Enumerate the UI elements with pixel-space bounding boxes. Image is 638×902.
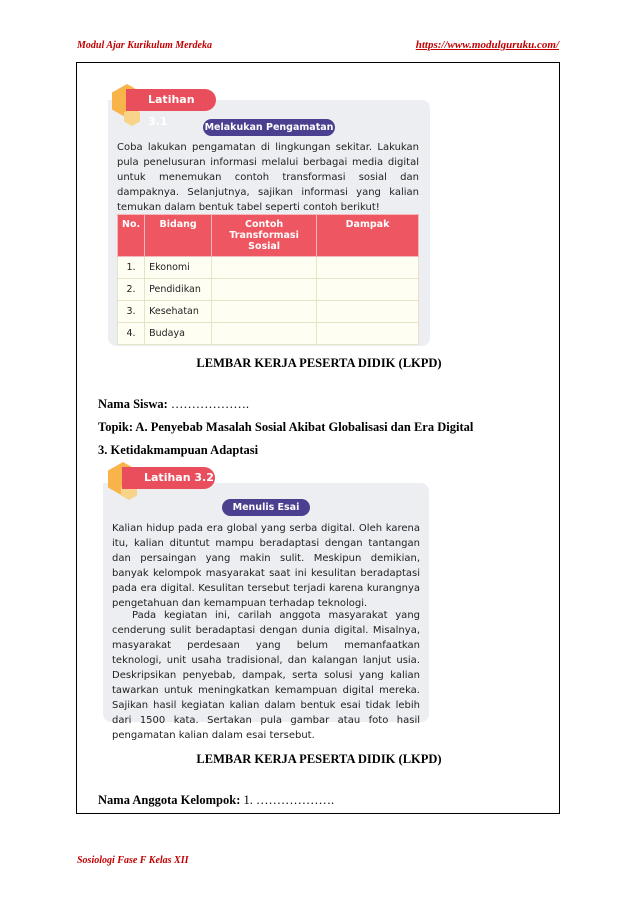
table-row (118, 257, 419, 279)
table-row (118, 323, 419, 345)
row-number: 1. (118, 257, 145, 279)
instruction-paragraph: Coba lakukan pengamatan di lingkungan sekitar. Lakukan pula penelusuran informasi melalui berbagai media digital untuk menemukan contoh transformasi sosial dan dampaknya. Selanjutnya, sajikan informasi yang kalian temukan dalam bentuk tabel seperti contoh berikut! (117, 142, 419, 213)
activity-pill: Melakukan Pengamatan (203, 119, 335, 136)
row-contoh-cell[interactable] (212, 257, 317, 279)
activity-pill: Menulis Esai (222, 499, 310, 516)
row-contoh-cell[interactable] (212, 323, 317, 345)
table-row (118, 279, 419, 301)
column-header-contoh: Contoh Transformasi Sosial (212, 215, 317, 257)
group-members-line (98, 793, 334, 808)
column-header-bidang: Bidang (145, 215, 212, 257)
lkpd-title: LEMBAR KERJA PESERTA DIDIK (LKPD) (196, 356, 442, 370)
row-number: 2. (118, 279, 145, 301)
row-bidang: Kesehatan (145, 301, 212, 323)
subtopic-heading: 3. Ketidakmampuan Adaptasi (98, 443, 259, 457)
column-header-no: No. (118, 215, 145, 257)
essay-intro-paragraph: Kalian hidup pada era global yang serba digital. Oleh karena itu, kalian dituntut mampu beradaptasi dengan tantangan dan persaingan yang makin sulit. Meskipun demikian, banyak kelompok masyarakat saat ini kesulitan beradaptasi pada era digital. Kesulitan tersebut terjadi karena kurangnya pengetahuan dan kemampuan terhadap teknologi. (112, 523, 420, 609)
row-bidang: Ekonomi (145, 257, 212, 279)
row-contoh-cell[interactable] (212, 301, 317, 323)
header-website-link[interactable]: https://www.modulguruku.com/ (415, 39, 559, 51)
table-header-row (118, 215, 419, 257)
row-contoh-cell[interactable] (212, 279, 317, 301)
student-name-field[interactable]: ………………. (170, 397, 250, 411)
row-bidang: Budaya (145, 323, 212, 345)
row-dampak-cell[interactable] (317, 279, 419, 301)
essay-task-paragraph: Pada kegiatan ini, carilah anggota masyarakat yang cenderung sulit beradaptasi dengan dunia digital. Misalnya, masyarakat perdesaan yang belum memanfaatkan teknologi, unit usaha tradisional, dan kalangan lanjut usia. Deskripsikan penyebab, dampak, serta solusi yang kalian tawarkan untuk meningkatkan kemampuan digital mereka. Sajikan hasil kegiatan kalian dalam bentuk esai tidak lebih dari 1500 kata. Sertakan pula gambar atau foto hasil pengamatan kalian dalam esai tersebut. (112, 610, 420, 741)
student-name-line (98, 397, 249, 412)
header-module-title: Modul Ajar Kurikulum Merdeka (77, 40, 212, 51)
group-members-label: Nama Anggota Kelompok: (98, 793, 241, 807)
footer-subject: Sosiologi Fase F Kelas XII (77, 855, 189, 866)
column-header-dampak: Dampak (317, 215, 419, 257)
row-dampak-cell[interactable] (317, 301, 419, 323)
exercise-tag: Latihan 3.1 (126, 89, 216, 111)
exercise-tag: Latihan 3.2 (122, 467, 215, 489)
group-members-field[interactable]: 1. ………………. (243, 793, 335, 807)
table-row (118, 301, 419, 323)
row-number: 3. (118, 301, 145, 323)
row-number: 4. (118, 323, 145, 345)
row-bidang: Pendidikan (145, 279, 212, 301)
lkpd-title-2: LEMBAR KERJA PESERTA DIDIK (LKPD) (196, 752, 442, 766)
topic-heading: Topik: A. Penyebab Masalah Sosial Akibat Globalisasi dan Era Digital (98, 420, 474, 434)
student-name-label: Nama Siswa: (98, 397, 168, 411)
transformation-table (117, 214, 419, 345)
row-dampak-cell[interactable] (317, 323, 419, 345)
row-dampak-cell[interactable] (317, 257, 419, 279)
